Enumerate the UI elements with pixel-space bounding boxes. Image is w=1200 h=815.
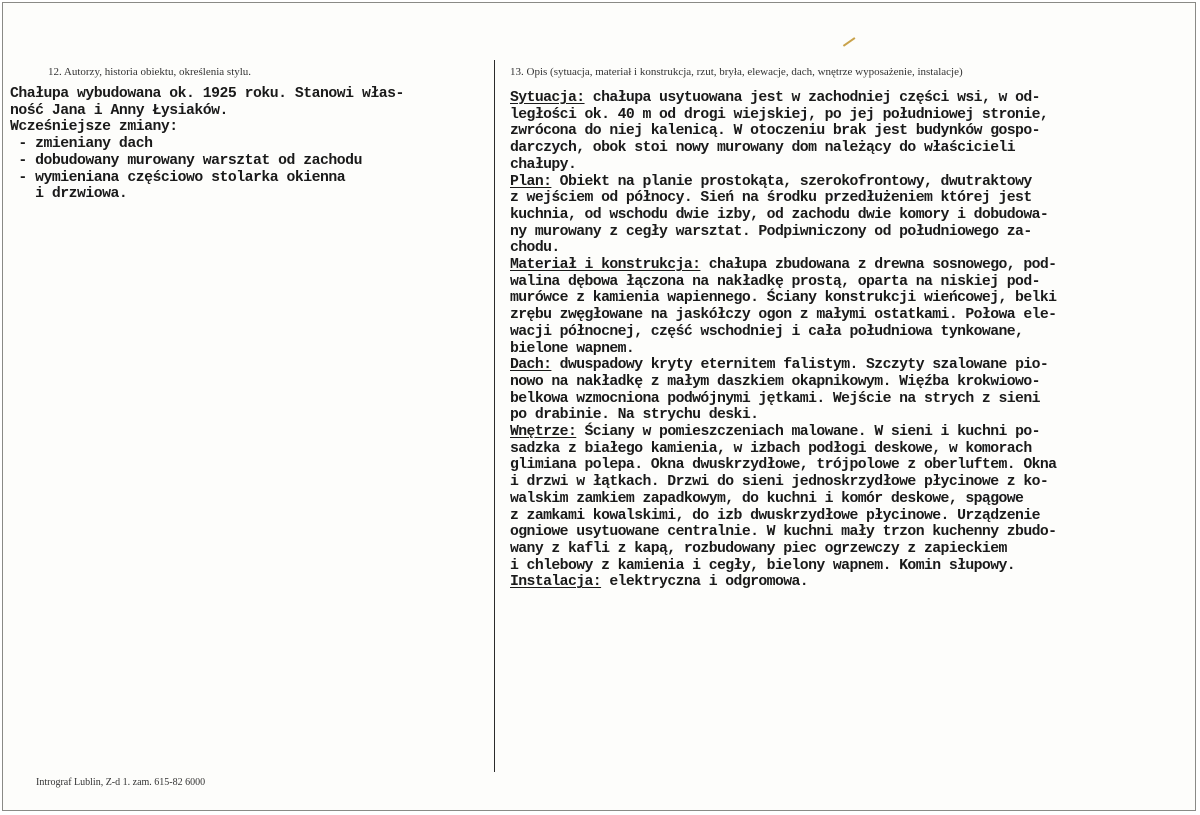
printer-imprint: Intrograf Lublin, Z-d 1. zam. 615-82 6000 xyxy=(36,777,206,788)
description-line xyxy=(510,157,1056,174)
description-text-run: chodu. xyxy=(510,240,560,257)
field-12-label: 12. Autorzy, historia obiektu, określenia stylu. xyxy=(48,66,252,78)
description-text-run: ległości ok. 40 m od drogi wiejskiej, po jej południowej stronie, xyxy=(510,106,1049,123)
description-text-run: glimiana polepa. Okna dwuskrzydłowe, trójpolowe z oberluftem. Okna xyxy=(510,457,1057,474)
section-heading: Wnętrze: xyxy=(510,424,577,441)
description-line xyxy=(510,257,1056,274)
history-line: ność Jana i Anny Łysiaków. xyxy=(10,102,228,119)
description-line xyxy=(510,123,1056,140)
description-text-run: z wejściem od północy. Sień na środku przedłużeniem której jest xyxy=(510,190,1032,207)
description-line xyxy=(510,541,1056,558)
description-line xyxy=(510,474,1056,491)
description-line xyxy=(510,207,1056,224)
description-line xyxy=(510,224,1056,241)
description-text-run: i chlebowy z kamienia i cegły, bielony wapnem. Komin słupowy. xyxy=(510,557,1016,574)
description-text-run: bielone wapnem. xyxy=(510,340,635,357)
description-text-run: zrębu zwęgłowane na jaskółczy ogon z małymi ostatkami. Połowa ele- xyxy=(510,307,1057,324)
description-line xyxy=(510,574,1056,591)
description-text-run: chałupy. xyxy=(510,156,577,173)
description-text-run: Ściany w pomieszczeniach malowane. W sieni i kuchni po- xyxy=(576,424,1040,441)
description-line xyxy=(510,140,1056,157)
description-line xyxy=(510,190,1056,207)
description-text-run: elektryczna i odgromowa. xyxy=(601,574,809,591)
description-text-run: i drzwi w łątkach. Drzwi do sieni jednoskrzydłowe płycinowe z ko- xyxy=(510,474,1049,491)
description-text-run: walskim zamkiem zapadkowym, do kuchni i komór deskowe, spągowe xyxy=(510,490,1024,507)
description-line xyxy=(510,357,1056,374)
history-text xyxy=(10,86,404,203)
section-heading: Materiał i konstrukcja: xyxy=(510,257,701,274)
description-text-run: kuchnia, od wschodu dwie izby, od zachodu dwie komory i dobudowa- xyxy=(510,206,1049,223)
history-line: - dobudowany murowany warsztat od zachodu xyxy=(10,152,362,169)
history-line: - zmieniany dach xyxy=(10,136,153,153)
description-text-run: dwuspadowy kryty eternitem falistym. Szczyty szalowane pio- xyxy=(551,357,1049,374)
description-line xyxy=(510,107,1056,124)
description-line xyxy=(510,424,1056,441)
description-text-run: chałupa zbudowana z drewna sosnowego, pod- xyxy=(700,257,1057,274)
description-text-run: wacji północnej, część wschodniej i cała południowa tynkowane, xyxy=(510,323,1024,340)
description-text-run: murówce z kamienia wapiennego. Ściany konstrukcji wieńcowej, belki xyxy=(510,290,1057,307)
description-text xyxy=(510,90,1056,591)
description-line xyxy=(510,240,1056,257)
history-line: Wcześniejsze zmiany: xyxy=(10,119,178,136)
description-line xyxy=(510,341,1056,358)
description-line xyxy=(510,558,1056,575)
description-text-run: po drabinie. Na strychu deski. xyxy=(510,407,759,424)
section-heading: Sytuacja: xyxy=(510,90,585,106)
description-line xyxy=(510,457,1056,474)
history-line: i drzwiowa. xyxy=(10,186,128,203)
description-line xyxy=(510,491,1056,508)
section-heading: Dach: xyxy=(510,357,552,374)
description-text-run: darczych, obok stoi nowy murowany dom należący do właścicieli xyxy=(510,140,1016,157)
description-text-run: walina dębowa łączona na nakładkę prostą, oparta na niskiej pod- xyxy=(510,273,1040,290)
description-line xyxy=(510,508,1056,525)
description-line xyxy=(510,307,1056,324)
description-line xyxy=(510,290,1056,307)
description-text-run: Obiekt na planie prostokąta, szerokofrontowy, dwutraktowy xyxy=(551,173,1032,190)
description-line xyxy=(510,374,1056,391)
history-line: Chałupa wybudowana ok. 1925 roku. Stanowi włas- xyxy=(10,86,404,102)
field-13-label: 13. Opis (sytuacja, materiał i konstrukcja, rzut, bryła, elewacje, dach, wnętrze wyposażenie, instalacje) xyxy=(510,66,963,78)
description-line xyxy=(510,407,1056,424)
description-line xyxy=(510,391,1056,408)
description-line xyxy=(510,324,1056,341)
description-text-run: ny murowany z cegły warsztat. Podpiwniczony od południowego za- xyxy=(510,223,1032,240)
description-text-run: zwrócona do niej kalenicą. W otoczeniu brak jest budynków gospo- xyxy=(510,123,1040,140)
description-text-run: nowo na nakładkę z małym daszkiem okapnikowym. Więźba krokwiowo- xyxy=(510,373,1040,390)
description-text-run: ogniowe usytuowane centralnie. W kuchni mały trzon kuchenny zbudo- xyxy=(510,524,1057,541)
description-text-run: sadzka z białego kamienia, w izbach podłogi deskowe, w komorach xyxy=(510,440,1032,457)
column-divider xyxy=(494,60,495,772)
description-text-run: z zamkami kowalskimi, do izb dwuskrzydłowe płycinowe. Urządzenie xyxy=(510,507,1040,524)
history-line: - wymieniana częściowo stolarka okienna xyxy=(10,169,346,186)
description-line xyxy=(510,90,1056,107)
description-text-run: wany z kafli z kapą, rozbudowany piec ogrzewczy z zapieckiem xyxy=(510,540,1007,557)
description-text-run: chałupa usytuowana jest w zachodniej części wsi, w od- xyxy=(584,90,1040,106)
section-heading: Instalacja: xyxy=(510,574,602,591)
description-line xyxy=(510,441,1056,458)
section-heading: Plan: xyxy=(510,173,552,190)
description-text-run: belkowa wzmocniona podwójnymi jętkami. Wejście na strych z sieni xyxy=(510,390,1040,407)
description-line xyxy=(510,174,1056,191)
description-line xyxy=(510,524,1056,541)
description-line xyxy=(510,274,1056,291)
